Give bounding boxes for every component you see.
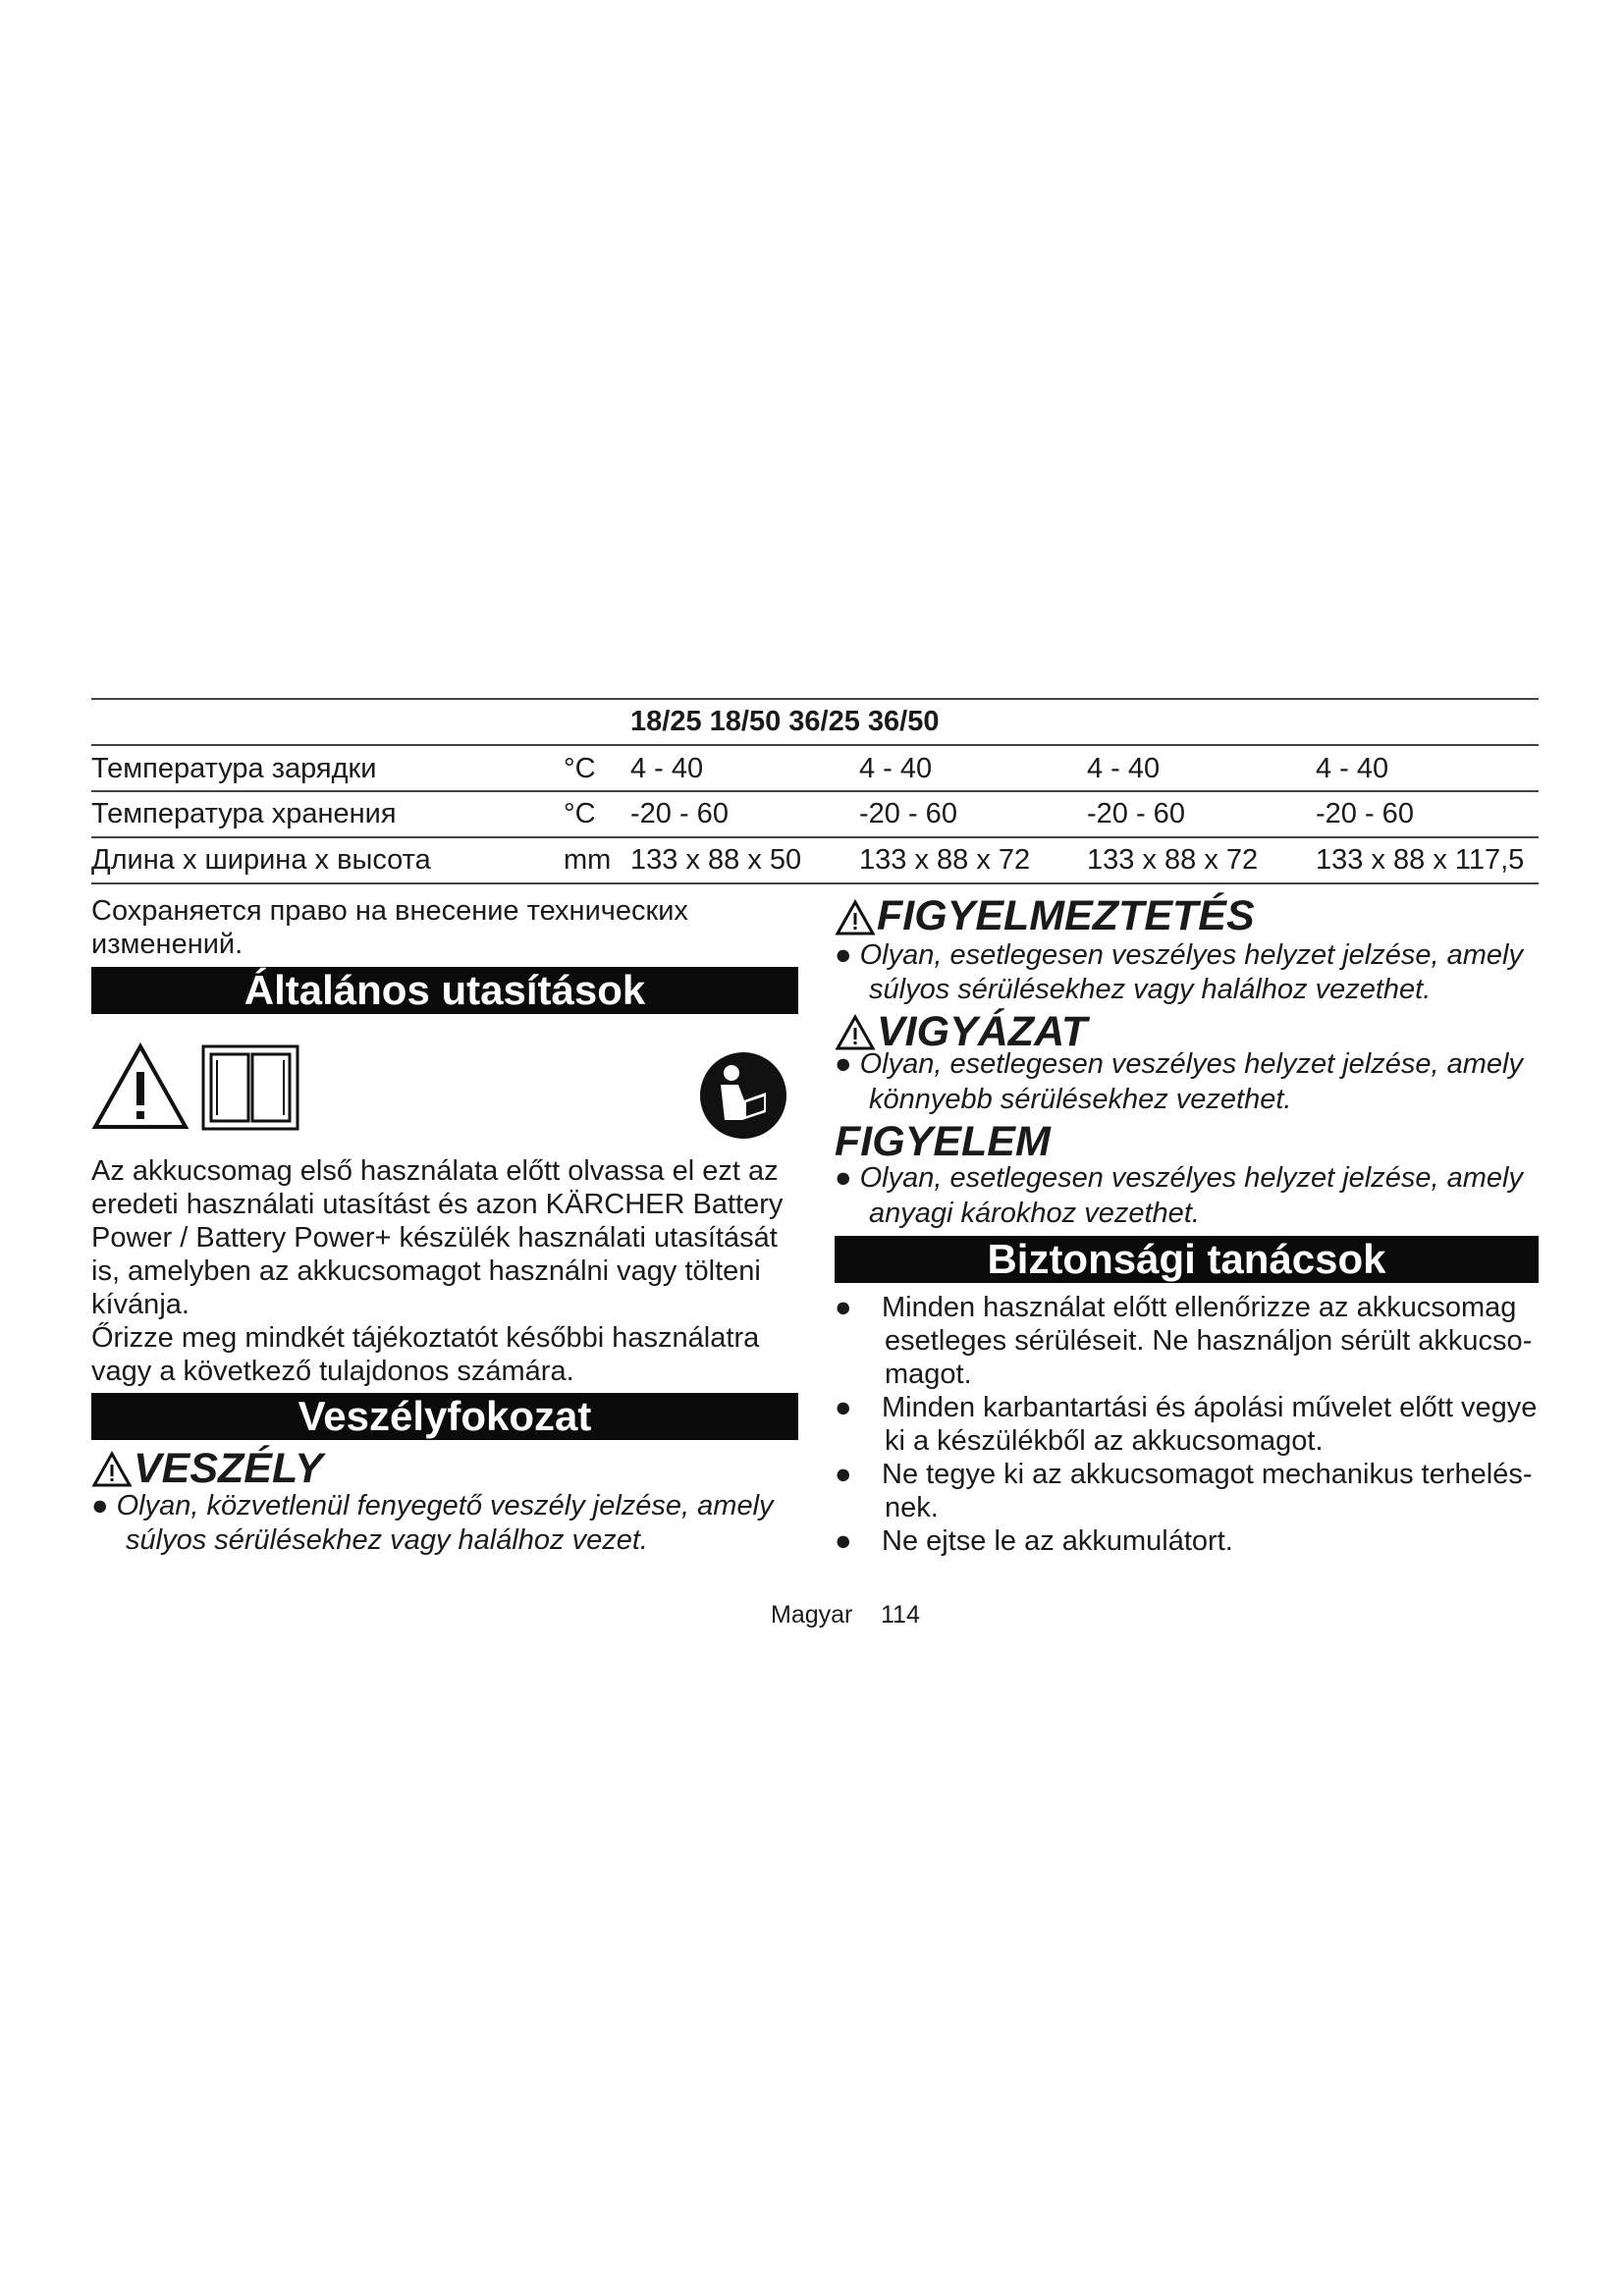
warning-heading: FIGYELMEZTETÉS (877, 892, 1255, 939)
list-item (835, 1524, 1539, 1560)
danger-text-line: súlyos sérülésekhez vagy halálhoz vezet. (126, 1524, 648, 1556)
table-rule (91, 744, 1539, 746)
warning-text-line: ● Olyan, esetlegesen veszélyes helyzet jelzése, amely (835, 939, 1523, 971)
row-unit: mm (564, 844, 612, 876)
table-top-rule (91, 698, 1539, 700)
row-value: -20 - 60 (1316, 798, 1414, 829)
row-label: Температура хранения (91, 798, 397, 829)
list-item (835, 1458, 1539, 1526)
row-value: -20 - 60 (859, 798, 957, 829)
table-rule (91, 790, 1539, 792)
row-value: -20 - 60 (630, 798, 729, 829)
caution-text-line: könnyebb sérülésekhez vezethet. (869, 1084, 1292, 1115)
danger-text-line: ● Olyan, közvetlenül fenyegető veszély jelzése, amely (91, 1490, 774, 1522)
row-value: 133 x 88 x 72 (859, 844, 1031, 876)
row-value: 133 x 88 x 50 (630, 844, 802, 876)
section-heading-safety: Biztonsági tanácsok (835, 1236, 1539, 1283)
caution-triangle-icon (835, 1014, 876, 1051)
danger-triangle-icon (91, 1451, 133, 1488)
danger-heading: VESZÉLY (134, 1445, 323, 1492)
warning-triangle-icon (835, 899, 876, 936)
caution-text-line: ● Olyan, esetlegesen veszélyes helyzet jelzése, amely (835, 1048, 1523, 1080)
warning-triangle-icon (91, 1042, 189, 1131)
table-rule (91, 836, 1539, 838)
row-label: Температура зарядки (91, 753, 377, 784)
bullet-icon: ● (835, 1525, 852, 1557)
list-item-line: Ne tegye ki az akkucsomagot mechanikus terhelés- (882, 1459, 1533, 1490)
read-manual-icon (699, 1051, 787, 1140)
notice-text-line: anyagi károkhoz vezethet. (869, 1198, 1200, 1229)
list-item (835, 1391, 1539, 1460)
bullet-icon: ● (835, 1392, 852, 1423)
list-item-line: nek. (885, 1492, 939, 1523)
bullet-icon: ● (835, 1292, 852, 1323)
table-header-models: 18/25 18/50 36/25 36/50 (630, 706, 940, 737)
intro-line: eredeti használati utasítást és azon KÄRCHER Battery (91, 1189, 784, 1220)
notice-text-line: ● Olyan, esetlegesen veszélyes helyzet jelzése, amely (835, 1162, 1523, 1194)
list-item-line: ki a készülékből az akkucsomagot. (885, 1425, 1324, 1457)
intro-line: Őrizze meg mindkét tájékoztatót későbbi használatra (91, 1322, 760, 1354)
manual-book-icon (199, 1042, 301, 1133)
table-bottom-rule (91, 882, 1539, 884)
row-unit: °C (564, 798, 596, 829)
list-item-line: Ne ejtse le az akkumulátort. (882, 1525, 1233, 1557)
page-number: 114 (881, 1601, 920, 1629)
caution-heading: VIGYÁZAT (877, 1008, 1088, 1055)
list-item (835, 1291, 1539, 1393)
row-label: Длина х ширина х высота (91, 844, 431, 876)
intro-line: Power / Battery Power+ készülék használati utasítását (91, 1222, 778, 1254)
row-value: 4 - 40 (1087, 753, 1161, 784)
list-item-line: Minden karbantartási és ápolási művelet előtt vegye (882, 1392, 1538, 1423)
bullet-icon: ● (835, 1459, 852, 1490)
intro-line: is, amelyben az akkucsomagot használni vagy tölteni (91, 1255, 761, 1287)
warning-text-line: súlyos sérülésekhez vagy halálhoz vezethet. (869, 974, 1432, 1005)
row-value: 4 - 40 (1316, 753, 1389, 784)
section-heading-general: Általános utasítások (91, 967, 798, 1014)
row-unit: °C (564, 753, 596, 784)
list-item-line: esetleges sérüléseit. Ne használjon sérült akkucso- (885, 1325, 1533, 1357)
intro-line: kívánja. (91, 1289, 189, 1320)
section-heading-hazard-levels: Veszélyfokozat (91, 1393, 798, 1440)
notice-heading: FIGYELEM (835, 1118, 1051, 1165)
footer-language: Magyar (771, 1601, 853, 1629)
row-value: -20 - 60 (1087, 798, 1185, 829)
intro-line: Az akkucsomag első használata előtt olvassa el ezt az (91, 1155, 779, 1187)
row-value: 133 x 88 x 117,5 (1316, 844, 1525, 876)
row-value: 133 x 88 x 72 (1087, 844, 1259, 876)
intro-line: vagy a következő tulajdonos számára. (91, 1356, 574, 1387)
list-item-line: Minden használat előtt ellenőrizze az akkucsomag (882, 1292, 1517, 1323)
row-value: 4 - 40 (630, 753, 704, 784)
row-value: 4 - 40 (859, 753, 933, 784)
technical-note-line: Сохраняется право на внесение технических (91, 895, 688, 927)
list-item-line: magot. (885, 1359, 972, 1390)
technical-note-line: изменений. (91, 929, 244, 960)
